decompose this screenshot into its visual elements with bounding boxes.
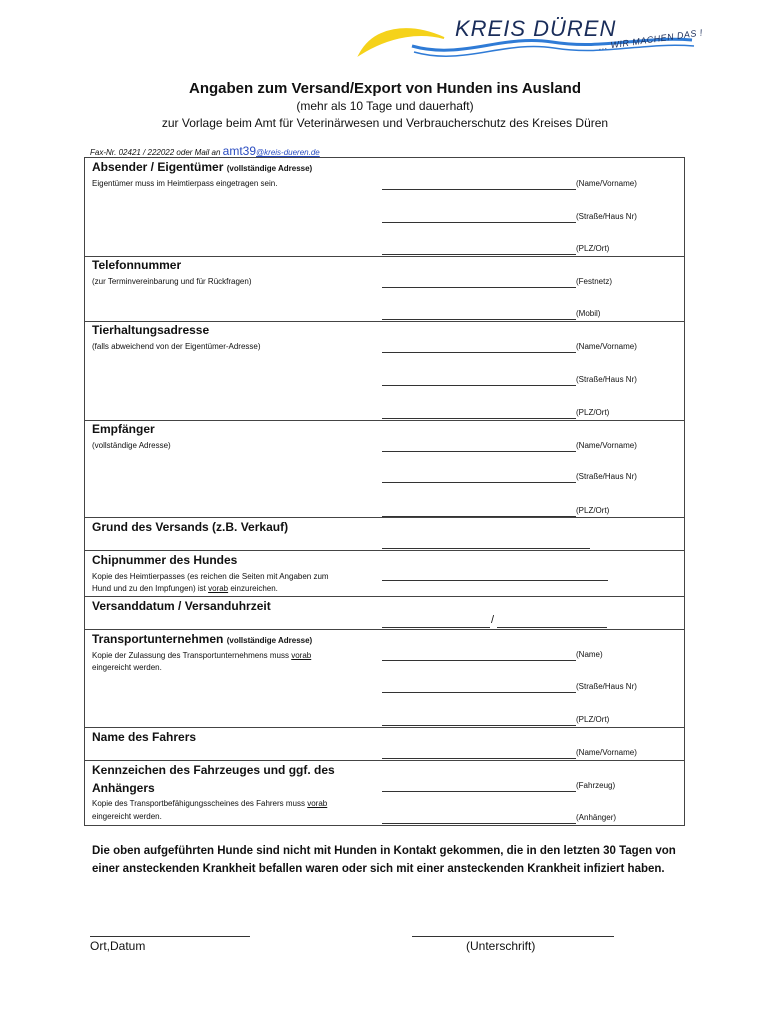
subtitle-authority: zur Vorlage beim Amt für Veterinärwesen und Verbraucherschutz des Kreises Düren: [161, 116, 609, 130]
section-kennzeichen-title-line2: Anhängers: [92, 781, 155, 795]
field-label: (PLZ/Ort): [576, 506, 610, 515]
section-transport-hint: (vollständige Adresse): [226, 636, 313, 645]
section-transport-title: [92, 632, 312, 646]
logo-title: KREIS DÜREN: [455, 16, 617, 41]
field-label: (PLZ/Ort): [576, 244, 610, 253]
telefon-festnetz-field[interactable]: [382, 287, 576, 288]
field-label: (PLZ/Ort): [576, 715, 610, 724]
field-label: (Name/Vorname): [576, 342, 637, 351]
anhaenger-kennzeichen-field[interactable]: [382, 823, 576, 824]
declaration-line1: Die oben aufgeführten Hunde sind nicht mit Hunden in Kontakt gekommen, die in den letzten 30 Tagen von: [92, 845, 676, 857]
section-empfaenger-title: Empfänger: [92, 422, 155, 436]
transport-city-field[interactable]: [382, 725, 576, 726]
transport-street-field[interactable]: [382, 692, 576, 693]
row-divider: [84, 629, 685, 630]
declaration-text: [92, 842, 692, 878]
fahrzeug-kennzeichen-field[interactable]: [382, 791, 576, 792]
fax-mail-info: [90, 144, 320, 158]
empfaenger-street-field[interactable]: [382, 482, 576, 483]
section-fahrer-title: Name des Fahrers: [92, 730, 197, 744]
section-tierhaltung-title: Tierhaltungsadresse: [92, 323, 210, 337]
grund-field[interactable]: [382, 548, 590, 549]
field-label: (PLZ/Ort): [576, 408, 610, 417]
section-kennzeichen-note-line1: [92, 798, 327, 810]
section-chip-note-line1: Kopie des Heimtierpasses (es reichen die Seiten mit Angaben zum: [92, 572, 329, 581]
field-label: (Anhänger): [576, 813, 617, 822]
row-divider: [84, 517, 685, 518]
section-kennzeichen-title-line1: Kennzeichen des Fahrzeuges und ggf. des: [92, 763, 335, 777]
tierhaltung-city-field[interactable]: [382, 418, 576, 419]
section-absender-label: Absender / Eigentümer: [92, 160, 224, 174]
section-transport-note-line1: [92, 650, 311, 662]
section-telefon-note: (zur Terminvereinbarung und für Rückfragen): [92, 277, 252, 286]
section-telefon-title: Telefonnummer: [92, 258, 182, 272]
fax-text: Fax-Nr. 02421 / 222022 oder Mail an: [90, 148, 223, 157]
section-tierhaltung-note: (falls abweichend von der Eigentümer-Adresse): [92, 342, 261, 351]
tierhaltung-name-field[interactable]: [382, 352, 576, 353]
absender-city-field[interactable]: [382, 254, 576, 255]
signature-field[interactable]: [412, 936, 614, 937]
empfaenger-name-field[interactable]: [382, 451, 576, 452]
tierhaltung-street-field[interactable]: [382, 385, 576, 386]
section-absender-title: [92, 160, 312, 174]
field-label: (Name): [576, 650, 603, 659]
row-divider: [84, 727, 685, 728]
section-chip-title: Chipnummer des Hundes: [92, 553, 238, 567]
field-label: (Straße/Haus Nr): [576, 375, 637, 384]
page-title: Angaben zum Versand/Export von Hunden ins Ausland: [189, 80, 581, 97]
section-empfaenger-note: (vollständige Adresse): [92, 441, 171, 450]
versanduhrzeit-field[interactable]: [497, 627, 607, 628]
section-datum-title: Versanddatum / Versanduhrzeit: [92, 599, 271, 613]
absender-name-field[interactable]: [382, 189, 576, 190]
row-divider: [84, 321, 685, 322]
empfaenger-city-field[interactable]: [382, 516, 576, 517]
note-text: Kopie des Transportbefähigungsscheines des Fahrers muss: [92, 799, 308, 808]
subtitle-duration: (mehr als 10 Tage und dauerhaft): [296, 99, 474, 113]
field-label: (Straße/Haus Nr): [576, 212, 637, 221]
row-divider: [84, 256, 685, 257]
note-text: Hund und zu den Impfungen) ist: [92, 584, 209, 593]
section-kennzeichen-note-line2: eingereicht werden.: [92, 812, 162, 821]
section-transport-label: Transportunternehmen: [92, 632, 224, 646]
signature-label: (Unterschrift): [466, 939, 536, 953]
fahrer-name-field[interactable]: [382, 758, 576, 759]
field-label: (Straße/Haus Nr): [576, 472, 637, 481]
versanddatum-field[interactable]: [382, 627, 490, 628]
mail-link-prefix[interactable]: amt39: [222, 144, 257, 158]
section-absender-hint: (vollständige Adresse): [226, 164, 313, 173]
place-date-label: Ort,Datum: [90, 939, 146, 953]
note-emphasis: vorab: [208, 584, 229, 593]
transport-name-field[interactable]: [382, 660, 576, 661]
note-text: einzureichen.: [228, 584, 278, 593]
row-divider: [84, 420, 685, 421]
date-time-separator: /: [491, 614, 495, 626]
section-transport-note-line2: eingereicht werden.: [92, 663, 162, 672]
field-label: (Straße/Haus Nr): [576, 682, 637, 691]
chip-number-field[interactable]: [382, 580, 608, 581]
field-label: (Name/Vorname): [576, 441, 637, 450]
place-date-field[interactable]: [90, 936, 250, 937]
absender-street-field[interactable]: [382, 222, 576, 223]
note-emphasis: vorab: [307, 799, 328, 808]
section-absender-note: Eigentümer muss im Heimtierpass eingetragen sein.: [92, 179, 278, 188]
declaration-line2: einer ansteckenden Krankheit befallen waren oder sich mit einer ansteckenden Krankheit infiziert haben.: [92, 863, 665, 875]
field-label: (Name/Vorname): [576, 748, 637, 757]
field-label: (Festnetz): [576, 277, 613, 286]
note-emphasis: vorab: [291, 651, 312, 660]
kreis-dueren-logo: [352, 10, 732, 74]
field-label: (Mobil): [576, 309, 601, 318]
section-chip-note-line2: [92, 583, 278, 595]
row-divider: [84, 596, 685, 597]
telefon-mobil-field[interactable]: [382, 319, 576, 320]
section-grund-title: Grund des Versands (z.B. Verkauf): [92, 520, 289, 534]
field-label: (Name/Vorname): [576, 179, 637, 188]
field-label: (Fahrzeug): [576, 781, 616, 790]
note-text: Kopie der Zulassung des Transportunternehmens muss: [92, 651, 292, 660]
logo-slogan: ... WIR MACHEN DAS !: [598, 27, 704, 52]
mail-link-domain[interactable]: @kreis-dueren.de: [256, 148, 320, 157]
row-divider: [84, 550, 685, 551]
row-divider: [84, 760, 685, 761]
